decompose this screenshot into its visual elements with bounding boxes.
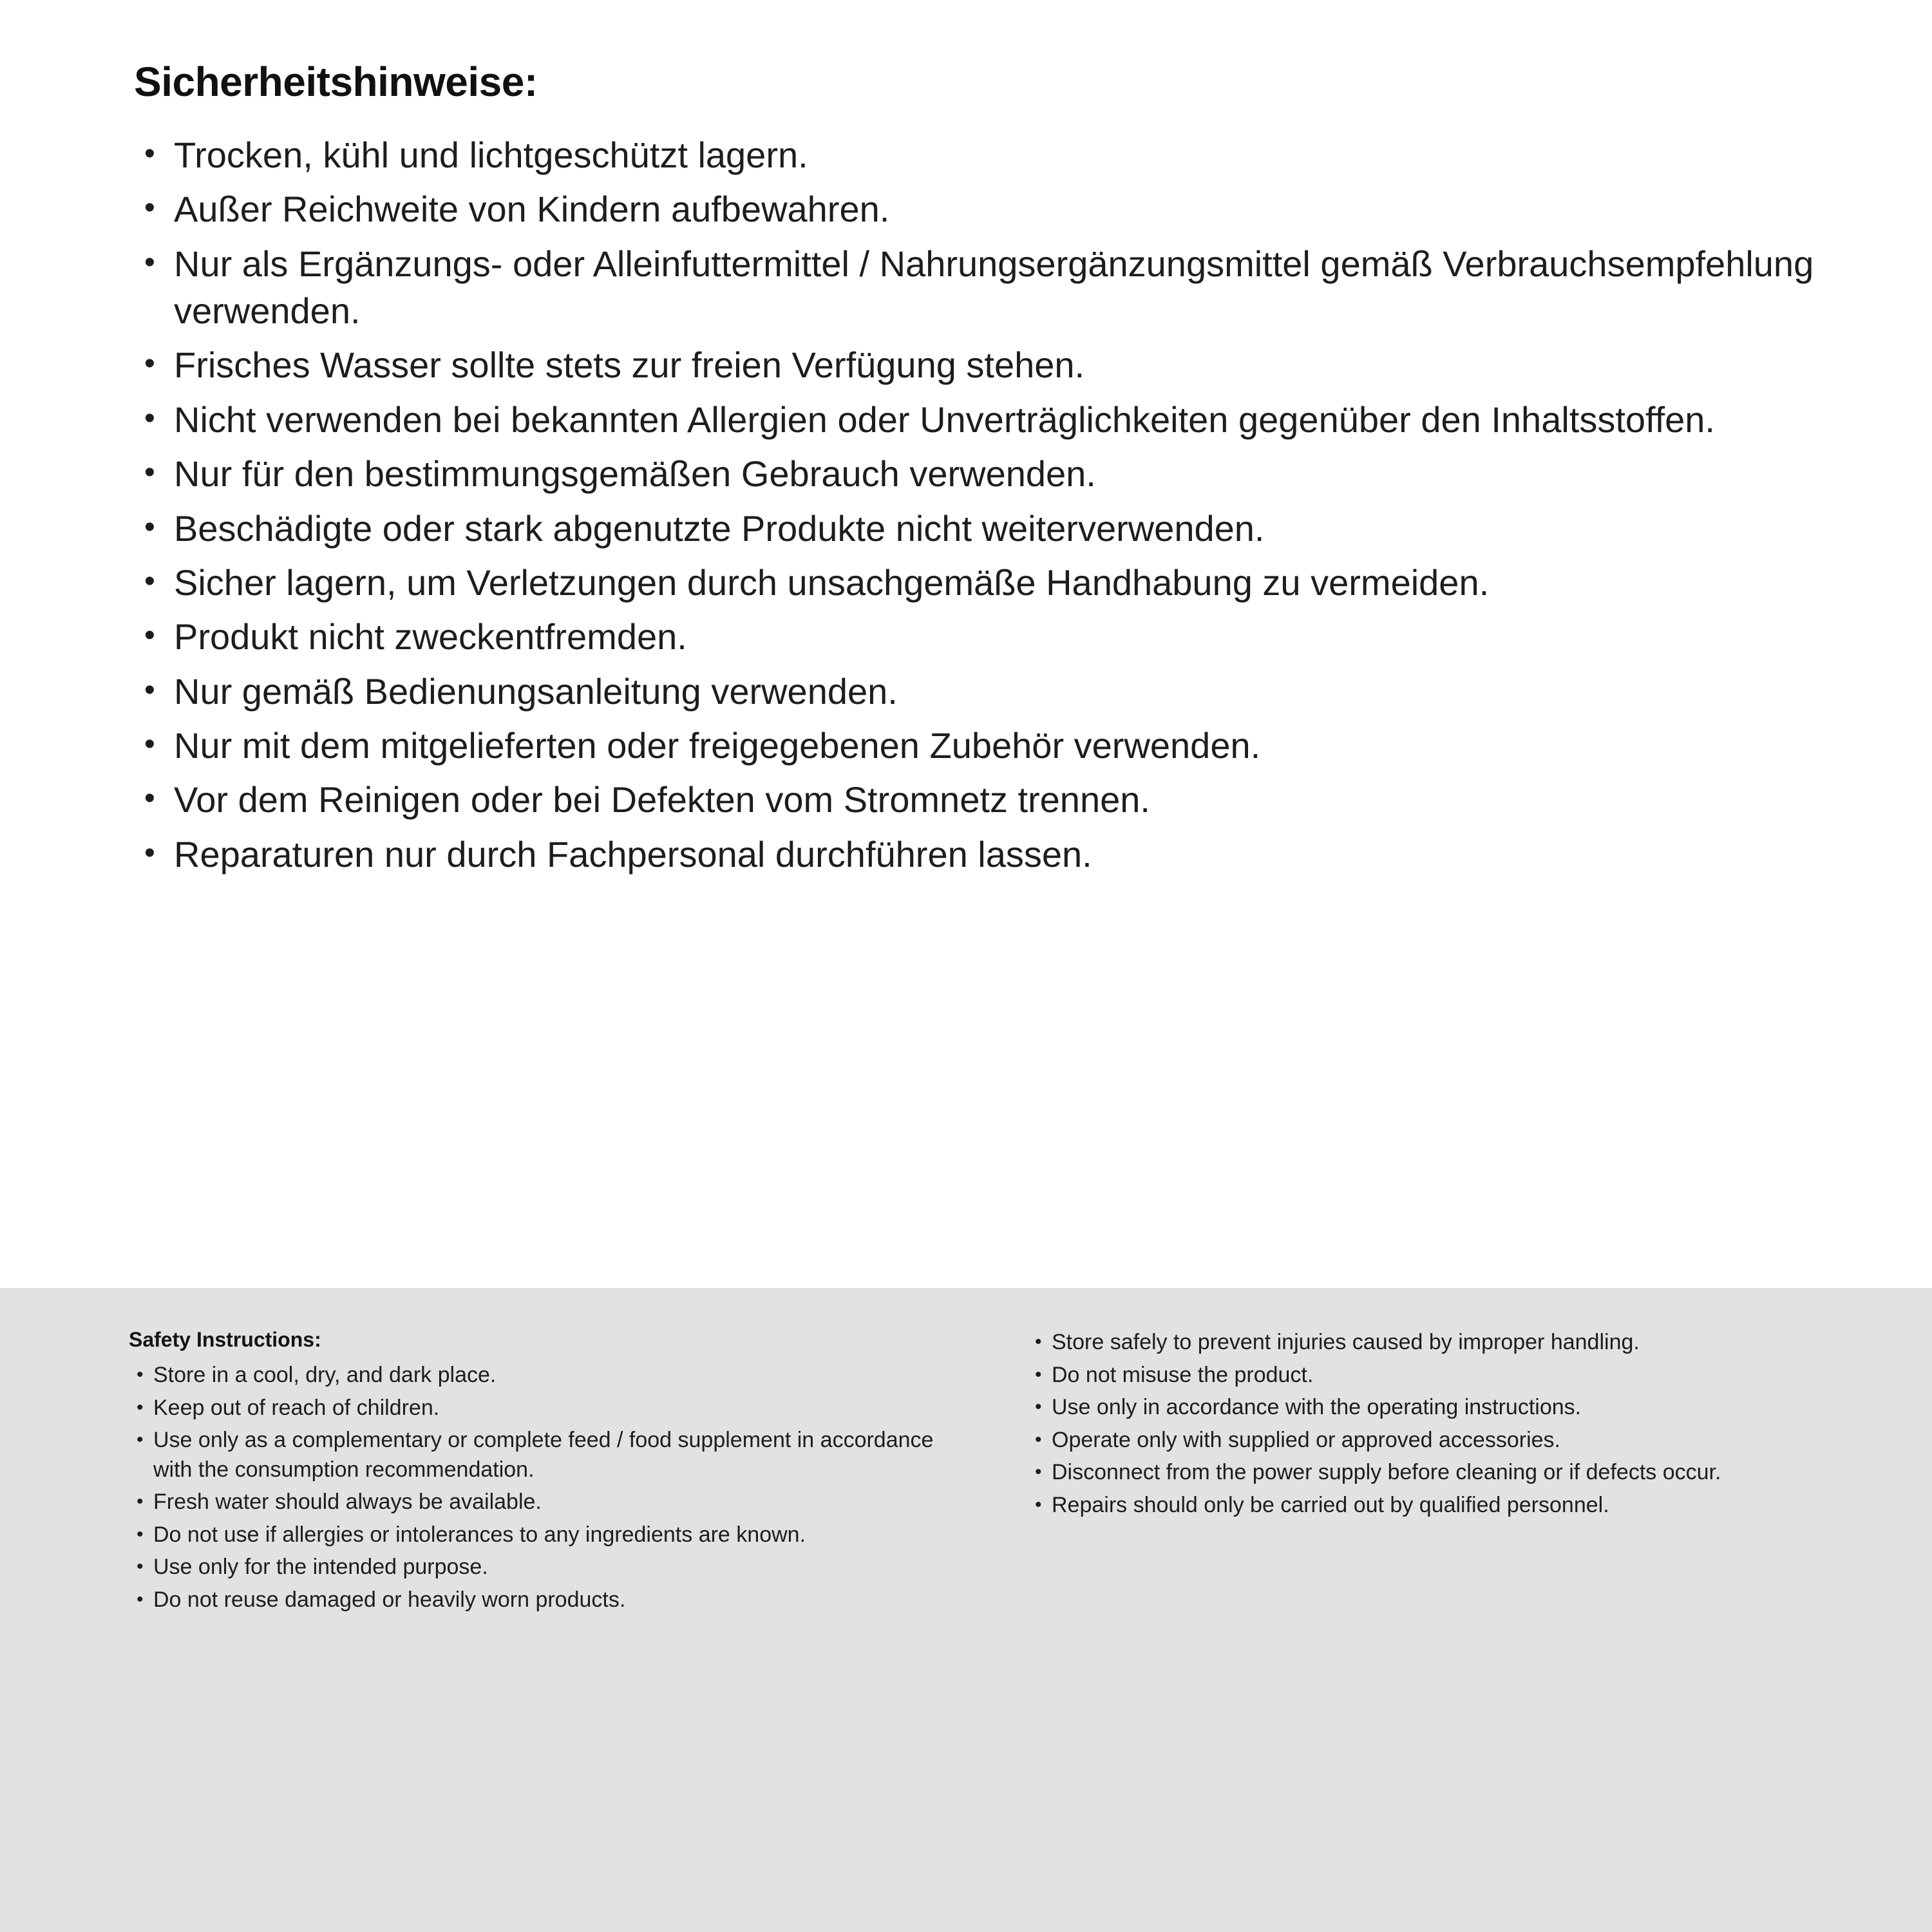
list-item: • Fresh water should always be available. [129,1488,956,1517]
list-item: • Store safely to prevent injuries caused by improper handling. [1027,1328,1855,1358]
english-safety-list-right [1027,1328,1855,1520]
list-item: • Use only as a complementary or complete feed / food supplement in accordance with the consumption recommendation. [129,1426,956,1484]
list-item: • Nur als Ergänzungs- oder Alleinfuttermittel / Nahrungsergänzungsmittel gemäß Verbrauchsempfehlung verwenden. [129,240,1835,335]
list-item: • Frisches Wasser sollte stets zur freien Verfügung stehen. [129,341,1835,388]
list-item: • Vor dem Reinigen oder bei Defekten vom Stromnetz trennen. [129,776,1835,823]
list-item: • Nur gemäß Bedienungsanleitung verwenden. [129,668,1835,715]
english-heading: Safety Instructions: [129,1328,321,1351]
list-item: • Nicht verwenden bei bekannten Allergien oder Unverträglichkeiten gegenüber den Inhaltsstoffen. [129,396,1835,443]
english-column-left [129,1328,956,1618]
english-safety-section [0,1288,1932,1932]
list-item: • Store in a cool, dry, and dark place. [129,1361,956,1390]
list-item: • Use only in accordance with the operating instructions. [1027,1393,1855,1423]
list-item: • Keep out of reach of children. [129,1394,956,1423]
list-item: • Reparaturen nur durch Fachpersonal durchführen lassen. [129,831,1835,878]
list-item: • Beschädigte oder stark abgenutzte Produkte nicht weiterverwenden. [129,505,1835,552]
list-item: • Use only for the intended purpose. [129,1553,956,1582]
list-item: • Trocken, kühl und lichtgeschützt lagern. [129,131,1835,178]
english-columns [129,1328,1855,1618]
list-item: • Do not use if allergies or intolerances to any ingredients are known. [129,1520,956,1550]
list-item: • Nur für den bestimmungsgemäßen Gebrauch verwenden. [129,450,1835,497]
list-item: • Do not misuse the product. [1027,1361,1855,1390]
list-item: • Operate only with supplied or approved accessories. [1027,1426,1855,1455]
german-safety-list [129,131,1835,878]
english-safety-list-left [129,1361,956,1615]
list-item: • Disconnect from the power supply before cleaning or if defects occur. [1027,1458,1855,1488]
list-item: • Produkt nicht zweckentfremden. [129,613,1835,660]
list-item: • Sicher lagern, um Verletzungen durch unsachgemäße Handhabung zu vermeiden. [129,559,1835,606]
list-item: • Außer Reichweite von Kindern aufbewahren. [129,185,1835,232]
german-heading: Sicherheitshinweise: [134,59,538,105]
list-item: • Nur mit dem mitgelieferten oder freigegebenen Zubehör verwenden. [129,722,1835,769]
list-item: • Repairs should only be carried out by qualified personnel. [1027,1491,1855,1520]
english-column-right [1027,1328,1855,1523]
list-item: • Do not reuse damaged or heavily worn products. [129,1586,956,1615]
